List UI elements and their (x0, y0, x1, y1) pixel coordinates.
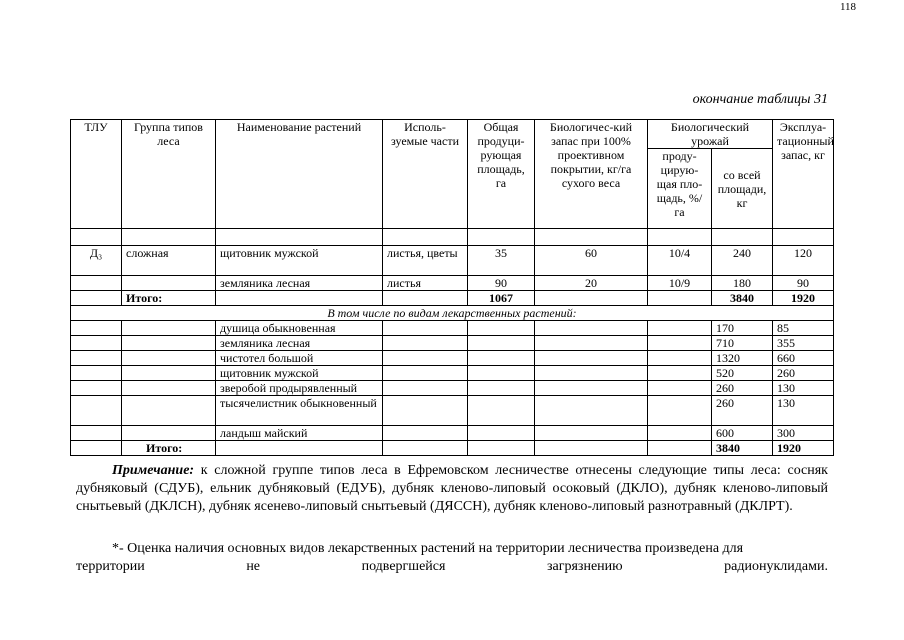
header-name: Наименование растений (216, 120, 383, 229)
list-item (71, 381, 834, 396)
note-paragraph (76, 462, 828, 516)
header-bio-stock: Биологичес-кий запас при 100% проективном покрытии, кг/га сухого веса (535, 120, 648, 229)
data-table (70, 119, 834, 456)
species-whole: 1320 (712, 351, 773, 366)
cell-group (122, 276, 216, 291)
subheading-row (71, 306, 834, 321)
species-exploit: 300 (773, 426, 834, 441)
cell-area: 35 (468, 246, 535, 276)
total-exploit: 1920 (773, 291, 834, 306)
footnote-line2 (76, 558, 828, 576)
cell-bio: 20 (535, 276, 648, 291)
species-whole: 170 (712, 321, 773, 336)
cell-group: сложная (122, 246, 216, 276)
header-bio-yield: Биологический урожай (648, 120, 773, 149)
list-item (71, 351, 834, 366)
footnote-word: не (246, 559, 261, 574)
cell-name: земляника лесная (216, 276, 383, 291)
species-name: ландыш майский (216, 426, 383, 441)
list-item (71, 426, 834, 441)
species-name: чистотел большой (216, 351, 383, 366)
cell-bio: 60 (535, 246, 648, 276)
cell-exploit: 120 (773, 246, 834, 276)
footnote-word: подвергшейся (361, 559, 446, 574)
list-item (71, 396, 834, 426)
note-label: Примечание: (112, 463, 195, 478)
header-whole-area: со всей площади, кг (712, 149, 773, 229)
total-area: 1067 (468, 291, 535, 306)
species-exploit: 130 (773, 396, 834, 426)
header-group: Группа типов леса (122, 120, 216, 229)
spacer-row (71, 229, 834, 246)
cell-area: 90 (468, 276, 535, 291)
cell-tlu: Д₃ (71, 246, 122, 276)
species-name: тысячелистник обыкновенный (216, 396, 383, 426)
species-name: зверобой продырявленный (216, 381, 383, 396)
cell-parts: листья (383, 276, 468, 291)
species-whole: 260 (712, 396, 773, 426)
species-exploit: 130 (773, 381, 834, 396)
cell-exploit: 90 (773, 276, 834, 291)
species-whole: 260 (712, 381, 773, 396)
species-exploit: 260 (773, 366, 834, 381)
cell-tlu (71, 276, 122, 291)
species-exploit: 85 (773, 321, 834, 336)
footnote-word: загрязнению (547, 559, 623, 574)
cell-parts: листья, цветы (383, 246, 468, 276)
cell-prod: 10/9 (648, 276, 712, 291)
total-label: Итого: (122, 291, 216, 306)
total-whole: 3840 (712, 441, 773, 456)
cell-whole: 180 (712, 276, 773, 291)
header-prod-area: проду-цирую-щая пло-щадь, %/га (648, 149, 712, 229)
footnote (76, 540, 828, 576)
cell-name: щитовник мужской (216, 246, 383, 276)
species-name: земляника лесная (216, 336, 383, 351)
total-row (71, 441, 834, 456)
list-item (71, 336, 834, 351)
total-exploit: 1920 (773, 441, 834, 456)
cell-whole: 240 (712, 246, 773, 276)
list-item (71, 366, 834, 381)
total-label: Итого: (122, 441, 216, 456)
species-whole: 600 (712, 426, 773, 441)
page-number: 118 (839, 1, 857, 13)
total-whole: 3840 (712, 291, 773, 306)
footnote-text: *- Оценка наличия основных видов лекарственных растений на территории лесничества произведена для (112, 541, 744, 556)
species-name: душица обыкновенная (216, 321, 383, 336)
header-exploit: Эксплуа-тационный запас, кг (773, 120, 834, 229)
footnote-word: радионуклидами. (724, 559, 828, 574)
species-name: щитовник мужской (216, 366, 383, 381)
species-exploit: 355 (773, 336, 834, 351)
species-whole: 520 (712, 366, 773, 381)
cell-prod: 10/4 (648, 246, 712, 276)
table-row (71, 246, 834, 276)
total-row (71, 291, 834, 306)
header-area: Общая продуци-рующая площадь, га (468, 120, 535, 229)
header-parts: Исполь-зуемые части (383, 120, 468, 229)
note-text: к сложной группе типов леса в Ефремовском лесничестве отнесены следующие типы леса: сосняк дубняковый (СДУБ), ельник дубняковый (ЕДУБ), дубняк кленово-липовый осоковый (ДКЛО), дубняк кленово-липовый снытьевый (ДКЛСН), дубняк ясенево-липовый снытьевый (ДЯССН), дубняк кленово-липовый разнотравный (ДКЛРТ). (76, 463, 828, 514)
header-tlu: ТЛУ (71, 120, 122, 229)
subheading: В том числе по видам лекарственных растений: (71, 306, 834, 321)
footnote-word: территории (76, 559, 145, 574)
footnote-line1 (76, 540, 828, 558)
species-exploit: 660 (773, 351, 834, 366)
table-caption: окончание таблицы 31 (692, 92, 828, 107)
list-item (71, 321, 834, 336)
table-row (71, 276, 834, 291)
species-whole: 710 (712, 336, 773, 351)
